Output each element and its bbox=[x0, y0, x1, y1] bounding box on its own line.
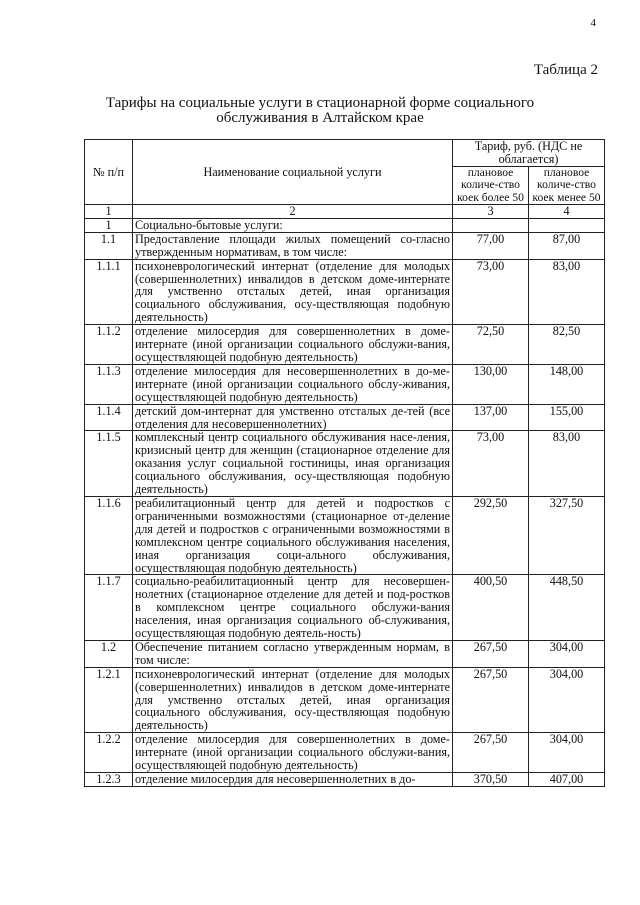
table-header bbox=[85, 140, 605, 219]
tariff-under-50: 82,50 bbox=[529, 325, 605, 365]
table-row bbox=[85, 259, 605, 325]
service-name: психоневрологический интернат (отделение для молодых (совершеннолетних) инвалидов в детском доме-интернате для умственно отсталых детей, иная организация социального обслуживания, осу-ществляющая подобную деятельность) bbox=[133, 259, 453, 325]
tariff-over-50: 130,00 bbox=[453, 364, 529, 404]
row-number: 1.2.2 bbox=[85, 733, 133, 773]
tariff-over-50: 267,50 bbox=[453, 733, 529, 773]
tariff-over-50 bbox=[453, 218, 529, 232]
tariff-over-50: 137,00 bbox=[453, 404, 529, 431]
service-name: отделение милосердия для несовершеннолетних в до-ме-интернате (иной организации социального обслу-живания, осуществляющей подобную деятельность) bbox=[133, 364, 453, 404]
tariff-over-50: 400,50 bbox=[453, 575, 529, 641]
tariff-under-50: 148,00 bbox=[529, 364, 605, 404]
service-name: отделение милосердия для совершеннолетних в доме-интернате (иной организации социального обслужи-вания, осуществляющей подобную деятельность) bbox=[133, 733, 453, 773]
row-number: 1.1.1 bbox=[85, 259, 133, 325]
tariff-under-50: 87,00 bbox=[529, 232, 605, 259]
table-row bbox=[85, 364, 605, 404]
column-number: 3 bbox=[453, 205, 529, 219]
table-row bbox=[85, 325, 605, 365]
row-number: 1.1.3 bbox=[85, 364, 133, 404]
service-name: комплексный центр социального обслуживания насе-ления, кризисный центр для женщин (стационарное отделение для оказания услуг социальной гостиницы, иная организация социального обслуживания, осу-ществляющая подобную деятельность) bbox=[133, 431, 453, 497]
service-name: детский дом-интернат для умственно отсталых де-тей (все отделения для несовершеннолетних) bbox=[133, 404, 453, 431]
service-name: отделение милосердия для несовершеннолетних в до- bbox=[133, 773, 453, 787]
table-row bbox=[85, 232, 605, 259]
document-title bbox=[0, 96, 640, 126]
column-numbers-row bbox=[85, 205, 605, 219]
row-number: 1.2 bbox=[85, 640, 133, 667]
header-beds-over-50: плановое количе-ство коек более 50 bbox=[453, 166, 529, 204]
tariff-under-50: 304,00 bbox=[529, 733, 605, 773]
service-name: психоневрологический интернат (отделение для молодых (совершеннолетних) инвалидов в детском доме-интернате для умственно отсталых детей, иная организация социального обслуживания, осу-ществляющая подобную деятельность) bbox=[133, 667, 453, 733]
tariff-over-50: 267,50 bbox=[453, 640, 529, 667]
column-number: 4 bbox=[529, 205, 605, 219]
service-name: Предоставление площади жилых помещений со-гласно утвержденным нормативам, в том числе: bbox=[133, 232, 453, 259]
table-row bbox=[85, 640, 605, 667]
service-name: социально-реабилитационный центр для несовершен-нолетних (стационарное отделение для детей и под-ростков в комплексном центре социального обслужи-вания населения, иная организация социального об-служивания, осуществляющая подобную деятель-ность) bbox=[133, 575, 453, 641]
page-number: 4 bbox=[590, 17, 596, 29]
service-name: Социально-бытовые услуги: bbox=[133, 218, 453, 232]
tariff-under-50: 83,00 bbox=[529, 259, 605, 325]
tariff-under-50: 327,50 bbox=[529, 496, 605, 574]
table-row bbox=[85, 496, 605, 574]
tariff-over-50: 292,50 bbox=[453, 496, 529, 574]
header-row bbox=[85, 140, 605, 167]
table-row bbox=[85, 733, 605, 773]
tariff-over-50: 73,00 bbox=[453, 431, 529, 497]
service-name: отделение милосердия для совершеннолетних в доме-интернате (иной организации социального обслужи-вания, осуществляющей подобную деятельность) bbox=[133, 325, 453, 365]
tariff-under-50: 407,00 bbox=[529, 773, 605, 787]
tariff-under-50: 304,00 bbox=[529, 640, 605, 667]
header-number: № п/п bbox=[85, 140, 133, 205]
tariff-over-50: 370,50 bbox=[453, 773, 529, 787]
header-beds-under-50: плановое количе-ство коек менее 50 bbox=[529, 166, 605, 204]
tariff-over-50: 267,50 bbox=[453, 667, 529, 733]
tariff-over-50: 77,00 bbox=[453, 232, 529, 259]
header-service-name: Наименование социальной услуги bbox=[133, 140, 453, 205]
table-row bbox=[85, 575, 605, 641]
tariff-under-50: 83,00 bbox=[529, 431, 605, 497]
column-number: 1 bbox=[85, 205, 133, 219]
row-number: 1.1.6 bbox=[85, 496, 133, 574]
tariff-table bbox=[84, 139, 605, 787]
table-row bbox=[85, 773, 605, 787]
row-number: 1.1.5 bbox=[85, 431, 133, 497]
row-number: 1.1.7 bbox=[85, 575, 133, 641]
table-label: Таблица 2 bbox=[533, 62, 598, 78]
table-row bbox=[85, 667, 605, 733]
row-number: 1.1.4 bbox=[85, 404, 133, 431]
row-number: 1.1 bbox=[85, 232, 133, 259]
tariff-under-50: 304,00 bbox=[529, 667, 605, 733]
row-number: 1.2.1 bbox=[85, 667, 133, 733]
tariff-over-50: 73,00 bbox=[453, 259, 529, 325]
document-title-line-1: Тарифы на социальные услуги в стационарной форме социального bbox=[105, 95, 535, 111]
row-number: 1.1.2 bbox=[85, 325, 133, 365]
header-tariff: Тариф, руб. (НДС не облагается) bbox=[453, 140, 605, 167]
table-row bbox=[85, 218, 605, 232]
table-row bbox=[85, 404, 605, 431]
tariff-under-50: 448,50 bbox=[529, 575, 605, 641]
service-name: реабилитационный центр для детей и подростков с ограниченными возможностями (стационарное от-деление для детей и подростков с ограниченными возможностями в комплексном центре социального обслуживания населения, иная организация соци-ального обслуживания, осуществляющая подобную деятельность) bbox=[133, 496, 453, 574]
tariff-under-50: 155,00 bbox=[529, 404, 605, 431]
column-number: 2 bbox=[133, 205, 453, 219]
table-body bbox=[85, 218, 605, 786]
row-number: 1 bbox=[85, 218, 133, 232]
table-row bbox=[85, 431, 605, 497]
document-title-line-2: обслуживания в Алтайском крае bbox=[216, 110, 424, 126]
service-name: Обеспечение питанием согласно утвержденным нормам, в том числе: bbox=[133, 640, 453, 667]
tariff-under-50 bbox=[529, 218, 605, 232]
tariff-over-50: 72,50 bbox=[453, 325, 529, 365]
row-number: 1.2.3 bbox=[85, 773, 133, 787]
